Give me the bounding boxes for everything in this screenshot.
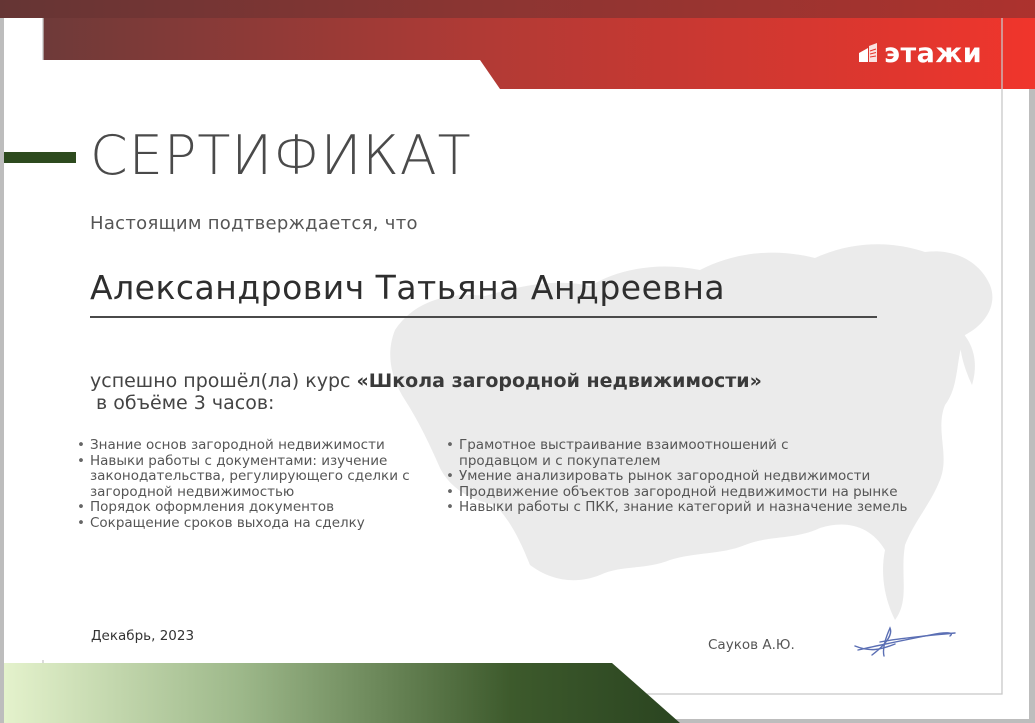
skills-list-right: [446, 438, 986, 516]
course-name: «Школа загородной недвижимости»: [356, 370, 762, 392]
skill-item: • Умение анализировать рынок загородной недвижимости: [446, 469, 986, 485]
etazhi-logo: [858, 36, 982, 70]
hours-text: в объёме 3 часов:: [96, 392, 275, 414]
certificate-title: СЕРТИФИКАТ: [90, 124, 472, 187]
skills-list-left: [77, 438, 437, 531]
skill-item: • Навыки работы с ПКК, знание категорий и назначение земель: [446, 500, 986, 516]
skill-item: • Навыки работы с документами: изучение законодательства, регулирующего сделки с загородной недвижимостью: [77, 454, 437, 501]
skill-item: • Продвижение объектов загородной недвижимости на рынке: [446, 485, 986, 501]
skill-item: • Знание основ загородной недвижимости: [77, 438, 437, 454]
signer-name: Сауков А.Ю.: [708, 637, 795, 653]
name-underline: [90, 316, 877, 318]
skill-item: • Порядок оформления документов: [77, 500, 437, 516]
logo-text: этажи: [884, 37, 983, 69]
green-banner: [4, 663, 680, 723]
issue-date: Декабрь, 2023: [91, 628, 195, 644]
recipient-name: Александрович Татьяна Андреевна: [90, 268, 726, 307]
skill-item: • Сокращение сроков выхода на сделку: [77, 516, 437, 532]
skill-item: • Грамотное выстраивание взаимоотношений с продавцом и с покупателем: [446, 438, 829, 469]
completion-prefix: успешно прошёл(ла) курс: [90, 370, 357, 392]
confirm-text: Настоящим подтверждается, что: [90, 213, 418, 234]
course-statement: [90, 370, 762, 414]
building-icon: [858, 43, 878, 63]
green-accent-bar: [4, 152, 76, 163]
